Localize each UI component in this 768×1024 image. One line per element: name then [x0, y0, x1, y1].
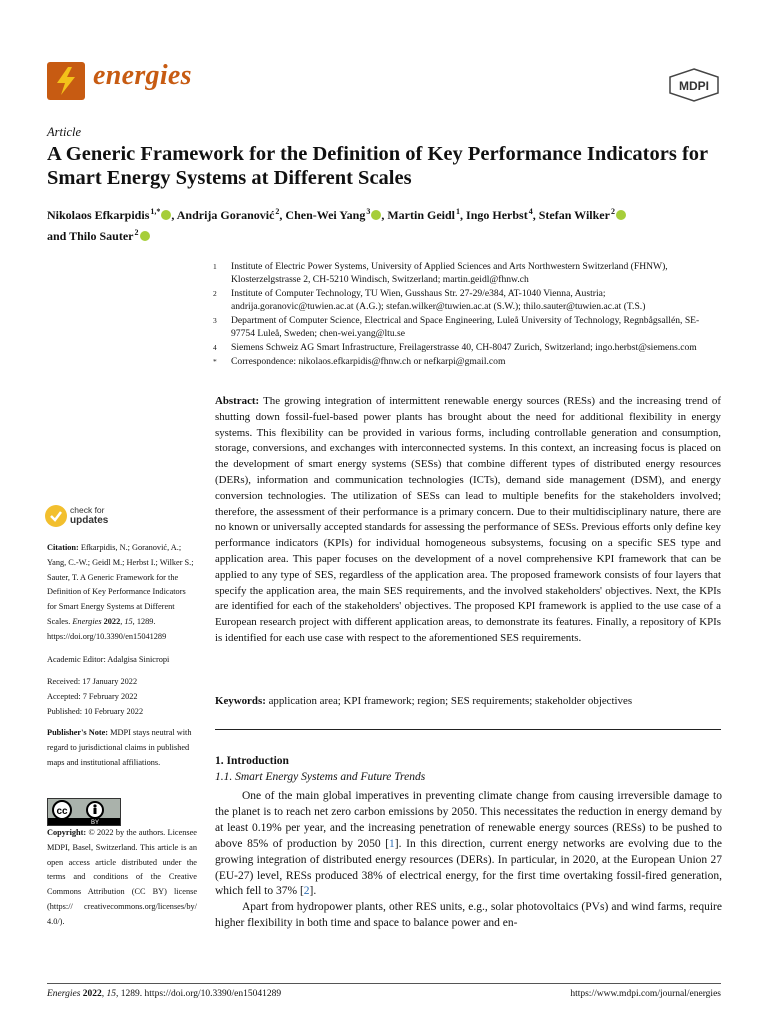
author-name[interactable]: Stefan Wilker — [538, 208, 610, 222]
article-type: Article — [47, 125, 82, 139]
paragraph — [215, 789, 722, 900]
journal-name: energies — [93, 60, 192, 91]
author-name[interactable]: Martin Geidl — [387, 208, 456, 222]
affiliation-number: * — [213, 357, 217, 366]
orcid-icon[interactable] — [616, 210, 626, 220]
copyright-label: Copyright: — [47, 828, 87, 837]
affiliation-item — [213, 355, 723, 368]
publisher-note — [47, 726, 197, 770]
author-list: Nikolaos Efkarpidis $^{1,*}$ , Andrija Goranović $^2$, Chen-Wei Yang $^3$ , Martin Geidl $^1$, Ingo Herbst $^4$, Stefan Wilker $^2$ and Thilo Sauter $^2$ — [47, 203, 737, 245]
citation-link[interactable]: 1 — [389, 837, 395, 850]
keywords-label: Keywords: — [215, 695, 266, 707]
author-affil-mark: 3 — [366, 207, 371, 216]
mdpi-logo-text: MDPI — [679, 79, 709, 93]
check-for-updates-icon[interactable] — [45, 505, 67, 527]
affiliation-item — [213, 287, 723, 313]
citation-text: Efkarpidis, N.; Goranović, A.; Yang, C.-W.; Geidl M.; Herbst I.; Wilker S.; Sauter, T. A Generic Framework for the Definition of Key Performance Indicators for Smart Energy Systems at Different Scales. — [47, 543, 194, 626]
citation-link[interactable]: 2 — [303, 885, 310, 898]
affiliation-number: 2 — [213, 289, 217, 298]
affiliation-item — [213, 314, 723, 340]
footer-journal-url[interactable]: https://www.mdpi.com/journal/energies — [570, 989, 721, 999]
footer-year: 2022 — [82, 989, 102, 999]
published-date: Published: 10 February 2022 — [47, 707, 144, 716]
author-name[interactable]: Ingo Herbst — [466, 208, 528, 222]
mdpi-logo-icon[interactable] — [668, 68, 720, 102]
affiliation-number: 3 — [213, 316, 217, 325]
affiliation-item — [213, 341, 723, 354]
creative-commons-icon[interactable] — [47, 798, 121, 826]
footer-doi[interactable]: , 1289. https://doi.org/10.3390/en15041289 — [116, 989, 282, 999]
publisher-note-text: MDPI stays neutral with regard to jurisdictional claims in published maps and institutional affiliations. — [47, 728, 192, 767]
section-divider — [215, 729, 721, 730]
citation-label: Citation: — [47, 543, 79, 552]
orcid-icon[interactable] — [161, 210, 171, 220]
author-affil-mark: 1 — [456, 207, 461, 216]
citation-volume: 15 — [124, 616, 133, 626]
keywords — [215, 694, 721, 709]
author-affil-mark: 1,* — [150, 207, 161, 216]
paragraph-text: ]. — [309, 885, 317, 898]
copyright-block — [47, 826, 197, 930]
energies-logo-icon — [47, 62, 85, 100]
footer-volume: 15 — [106, 989, 117, 999]
check-updates-line2[interactable]: updates — [70, 515, 109, 526]
author-affil-mark: 4 — [528, 207, 533, 216]
abstract-label: Abstract: — [215, 395, 260, 407]
academic-editor: Academic Editor: Adalgisa Sinicropi — [47, 655, 170, 664]
copyright-text: © 2022 by the authors. Licensee MDPI, Basel, Switzerland. This article is an open access article distributed under the terms and conditions of the Creative Commons Attribution (CC BY) license (https:// creativecommons.org/licenses/by/ 4.0/). — [47, 828, 197, 926]
abstract-text: The growing integration of intermittent renewable energy sources (RESs) and the increasing trend of shutting down fossil-fuel-based power plants has brought about the need for additional flexibility in energy systems. This flexibility can be provided in various forms, including controllable generation and consumption, storage, conversions, and exchanges with interconnected systems. In this context, an increasing focus is placed on the development of smart energy systems (SESs) that combine different types of distributed energy resources (DERs), information and communication technologies (ICTs), demand side management (DSM), and energy conversion technologies. The utilization of SESs can lead to multiple benefits for the stakeholders involved; therefore, the assessment of their performance is a primary concern. Due to their multidisciplinary nature, there are no known or universally accepted standards for assessing the performance of SESs. Previous efforts only define key performance indicators (KPIs) for individual homogeneous subsystems, focusing on a specific SES type and application area. This paper focuses on the development of a novel comprehensive KPI framework that can be applied to any type of SES, regardless of the application area. The proposed framework consists of four layers that specify the application area, the main SES requirements, and the involved stakeholders' objectives. Next, the KPIs are identified for each of the stakeholders' objectives. The proposed KPI framework is applied to the use case of a European research project with different application areas, to demonstrate its features. Finally, a repository of KPIs is identified for each use case with respect to the aforementioned SES requirements. — [215, 395, 721, 644]
footer-journal: Energies — [47, 989, 81, 999]
affiliations — [213, 260, 723, 369]
check-updates-line1[interactable]: check for — [70, 505, 105, 515]
paper-title: A Generic Framework for the Definition of Key Performance Indicators for Smart Energy Systems at Different Scales — [47, 143, 708, 189]
section-heading: 1. Introduction — [215, 755, 289, 767]
cc-text: cc — [56, 806, 68, 817]
publisher-note-label: Publisher's Note: — [47, 728, 109, 737]
paragraph: Apart from hydropower plants, other RES units, e.g., solar photovoltaics (PVs) and wind farms, require higher flexibility in both time and space to balance power and en- — [215, 901, 722, 930]
author-name[interactable]: Chen-Wei Yang — [285, 208, 366, 222]
subsection-heading: 1.1. Smart Energy Systems and Future Trends — [215, 771, 426, 783]
affiliation-number: 1 — [213, 262, 217, 271]
paragraph-text: ]. In this direction, current energy networks are evolving due to the growing integration of distributed energy resources (DERs). In particular, in 2020, at the European Union 27 (EU-27) level, RESs produced 38% of electrical energy, for the first time overtaking fossil-fired generation, which fell to 37% [ — [215, 837, 722, 898]
affiliation-item — [213, 260, 723, 286]
cc-by-text: BY — [90, 820, 100, 825]
affiliation-text: Department of Computer Science, Electrical and Space Engineering, Luleå University of Technology, Regnbågsallén, SE-97754 Luleå, Sweden; chen-wei.yang@ltu.se — [231, 315, 700, 339]
accepted-date: Accepted: 7 February 2022 — [47, 692, 138, 701]
keywords-text: application area; KPI framework; region; SES requirements; stakeholder objectives — [268, 695, 633, 707]
citation-doi[interactable]: , 1289. https://doi.org/10.3390/en15041289 — [47, 616, 167, 641]
paragraph-text: One of the main global imperatives in preventing climate change from causing irreversible damage to the planet is to reach net zero carbon emissions by 2050. This necessitates the reduction in energy demand by at least 0.19% per year, and the increasing penetration of renewable energy sources (RESs) to be pushed to above 85% of production by 2050 [ — [215, 790, 722, 850]
footer-divider — [47, 983, 721, 984]
author-name[interactable]: and Thilo Sauter — [47, 229, 134, 243]
received-date: Received: 17 January 2022 — [47, 677, 138, 686]
orcid-icon[interactable] — [371, 210, 381, 220]
affiliation-text: Institute of Electric Power Systems, University of Applied Sciences and Arts Northwestern Switzerland (FHNW), Klosterzelgstrasse 2, CH-5210 Windisch, Switzerland; martin.geidl@fhnw.ch — [231, 261, 668, 285]
orcid-icon[interactable] — [140, 231, 150, 241]
citation-block: Citation: Efkarpidis, N.; Goranović, A.; Yang, C.-W.; Geidl M.; Herbst I.; Wilker S.; Sauter, T. A Generic Framework for the Definition of Key Performance Indicators for Smart Energy Systems at Different Scales. Energies 2022, 15, 1289. https://doi.org/10.3390/en15041289 — [47, 543, 194, 641]
author-affil-mark: 2 — [134, 228, 139, 237]
affiliation-text: Correspondence: nikolaos.efkarpidis@fhnw.ch or nefkarpi@gmail.com — [231, 356, 506, 367]
affiliation-text: Institute of Computer Technology, TU Wien, Gusshaus Str. 27-29/e384, AT-1040 Vienna, Austria; andrija.goranovic@tuwien.ac.at (A.G.); stefan.wilker@tuwien.ac.at (S.W.); thilo.sauter@tuwien.ac.at (T.S.) — [231, 288, 646, 312]
abstract — [215, 394, 721, 647]
citation-year: 2022 — [103, 616, 121, 626]
citation-journal: Energies — [72, 616, 102, 626]
footer-citation: Energies 2022, 15, 1289. https://doi.org/10.3390/en15041289 — [47, 989, 282, 999]
author-name[interactable]: Nikolaos Efkarpidis — [47, 208, 150, 222]
affiliation-text: Siemens Schweiz AG Smart Infrastructure, Freilagerstrasse 40, CH-8047 Zurich, Switzerland; ingo.herbst@siemens.com — [231, 342, 697, 353]
author-affil-mark: 2 — [610, 207, 615, 216]
affiliation-number: 4 — [213, 343, 217, 352]
author-name[interactable]: Andrija Goranović — [176, 208, 275, 222]
author-affil-mark: 2 — [275, 207, 280, 216]
body-text — [215, 789, 722, 932]
